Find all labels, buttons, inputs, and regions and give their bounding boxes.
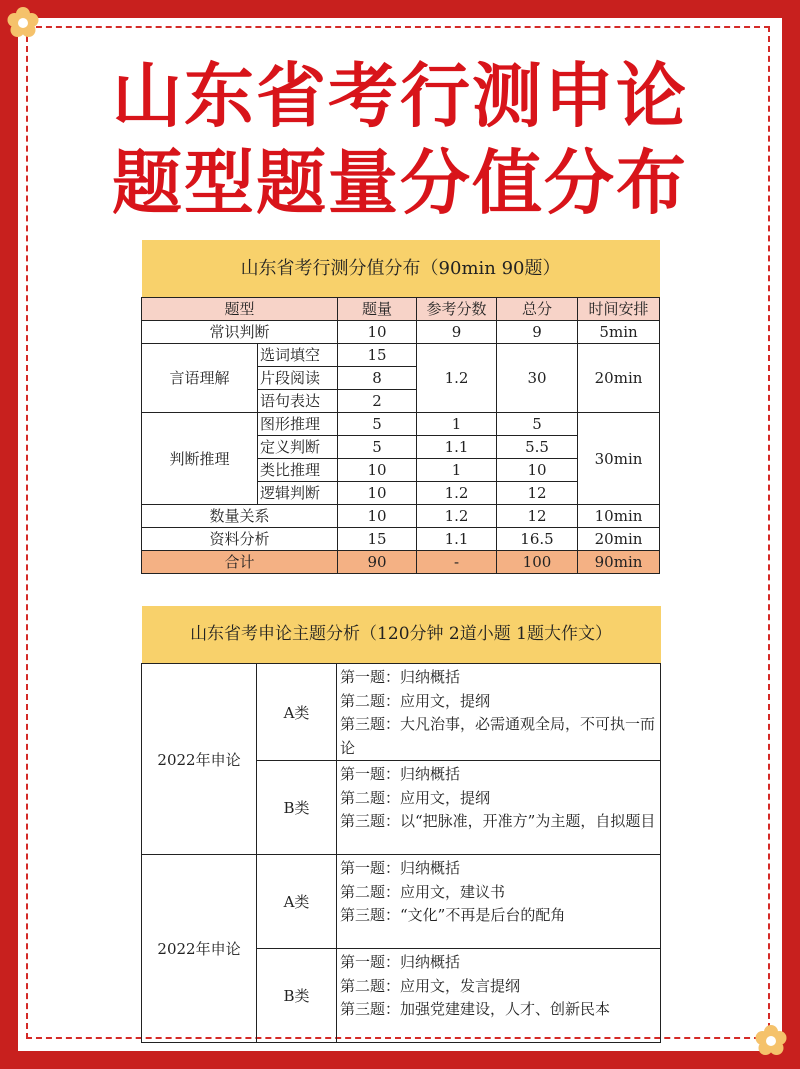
- table-row: [142, 321, 660, 344]
- total-cell: 12: [497, 505, 578, 528]
- subtype-cell: 图形推理: [258, 413, 338, 436]
- subtype-cell: 逻辑判断: [258, 482, 338, 505]
- count-cell: 2: [338, 390, 417, 413]
- count-cell: 10: [338, 459, 417, 482]
- topic-item: 第二题：应用文，提纲: [340, 788, 491, 807]
- time-cell: 30min: [578, 413, 660, 505]
- topics-cell: [337, 855, 661, 949]
- count-cell: 15: [338, 528, 417, 551]
- subtype-cell: 片段阅读: [258, 367, 338, 390]
- type-cell: 常识判断: [142, 321, 338, 344]
- category-cell: A类: [257, 855, 337, 949]
- total-row: [142, 551, 660, 574]
- category-cell: B类: [257, 949, 337, 1043]
- type-cell: 资料分析: [142, 528, 338, 551]
- topic-item: 第二题：应用文，发言提纲: [340, 976, 521, 995]
- category-cell: A类: [257, 664, 337, 761]
- xingce-table: [141, 240, 660, 574]
- count-cell: 15: [338, 344, 417, 367]
- topic-item: 第二题：应用文，提纲: [340, 691, 491, 710]
- score-cell: 1.2: [417, 344, 497, 413]
- total-cell: 16.5: [497, 528, 578, 551]
- time-cell: 90min: [578, 551, 660, 574]
- table-row: [142, 855, 661, 949]
- topic-item: 第一题：归纳概括: [340, 953, 461, 971]
- topics-cell: [337, 664, 661, 761]
- score-cell: 1.1: [417, 436, 497, 459]
- subtype-cell: 定义判断: [258, 436, 338, 459]
- topic-item: 第三题：加强党建建设，人才、创新民本: [340, 1000, 611, 1018]
- topic-item: 第三题：以“把脉准，开准方”为主题，自拟题目: [340, 812, 656, 830]
- type-cell: 数量关系: [142, 505, 338, 528]
- table-row: [142, 505, 660, 528]
- topic-item: 第一题：归纳概括: [340, 859, 461, 877]
- type-cell: 言语理解: [142, 344, 258, 413]
- subtype-cell: 语句表达: [258, 390, 338, 413]
- total-cell: 9: [497, 321, 578, 344]
- count-cell: 90: [338, 551, 417, 574]
- time-cell: 20min: [578, 344, 660, 413]
- table-row: [142, 344, 660, 367]
- score-cell: 1.2: [417, 505, 497, 528]
- xingce-heading: 山东省考行测分值分布（90min 90题）: [142, 240, 660, 298]
- total-cell: 12: [497, 482, 578, 505]
- time-cell: 10min: [578, 505, 660, 528]
- time-cell: 5min: [578, 321, 660, 344]
- title-line-1: 山东省考行测申论: [112, 55, 688, 137]
- count-cell: 10: [338, 505, 417, 528]
- shenlun-heading: 山东省考申论主题分析（120分钟 2道小题 1题大作文）: [142, 606, 661, 664]
- count-cell: 8: [338, 367, 417, 390]
- score-cell: 9: [417, 321, 497, 344]
- topics-cell: [337, 949, 661, 1043]
- table-row: [142, 664, 661, 761]
- count-cell: 5: [338, 436, 417, 459]
- total-cell: 10: [497, 459, 578, 482]
- time-cell: 20min: [578, 528, 660, 551]
- year-cell: 2022年申论: [142, 664, 257, 855]
- col-header-time: 时间安排: [578, 298, 660, 321]
- total-cell: 100: [497, 551, 578, 574]
- topic-item: 第一题：归纳概括: [340, 668, 461, 686]
- count-cell: 5: [338, 413, 417, 436]
- score-cell: 1.2: [417, 482, 497, 505]
- score-cell: 1.1: [417, 528, 497, 551]
- col-header-total: 总分: [497, 298, 578, 321]
- topic-item: 第一题：归纳概括: [340, 765, 461, 783]
- count-cell: 10: [338, 321, 417, 344]
- col-header-count: 题量: [338, 298, 417, 321]
- col-header-type: 题型: [142, 298, 338, 321]
- shenlun-table: [141, 606, 661, 1043]
- table-row: [142, 413, 660, 436]
- year-cell: 2022年申论: [142, 855, 257, 1043]
- score-cell: 1: [417, 459, 497, 482]
- topic-item: 第三题：“文化”不再是后台的配角: [340, 906, 566, 924]
- type-cell: 判断推理: [142, 413, 258, 505]
- type-cell: 合计: [142, 551, 338, 574]
- topic-item: 第二题：应用文，建议书: [340, 882, 506, 901]
- topic-item: 第三题：大凡治事，必需通观全局，不可执一而论: [340, 715, 656, 757]
- subtype-cell: 选词填空: [258, 344, 338, 367]
- table-row: [142, 528, 660, 551]
- score-cell: -: [417, 551, 497, 574]
- topics-cell: [337, 761, 661, 855]
- flower-icon: [748, 1018, 794, 1064]
- total-cell: 5: [497, 413, 578, 436]
- title-line-2: 题型题量分值分布: [112, 142, 688, 224]
- total-cell: 5.5: [497, 436, 578, 459]
- category-cell: B类: [257, 761, 337, 855]
- flower-icon: [0, 0, 46, 46]
- subtype-cell: 类比推理: [258, 459, 338, 482]
- column-header-row: [142, 298, 660, 321]
- score-cell: 1: [417, 413, 497, 436]
- count-cell: 10: [338, 482, 417, 505]
- col-header-score: 参考分数: [417, 298, 497, 321]
- total-cell: 30: [497, 344, 578, 413]
